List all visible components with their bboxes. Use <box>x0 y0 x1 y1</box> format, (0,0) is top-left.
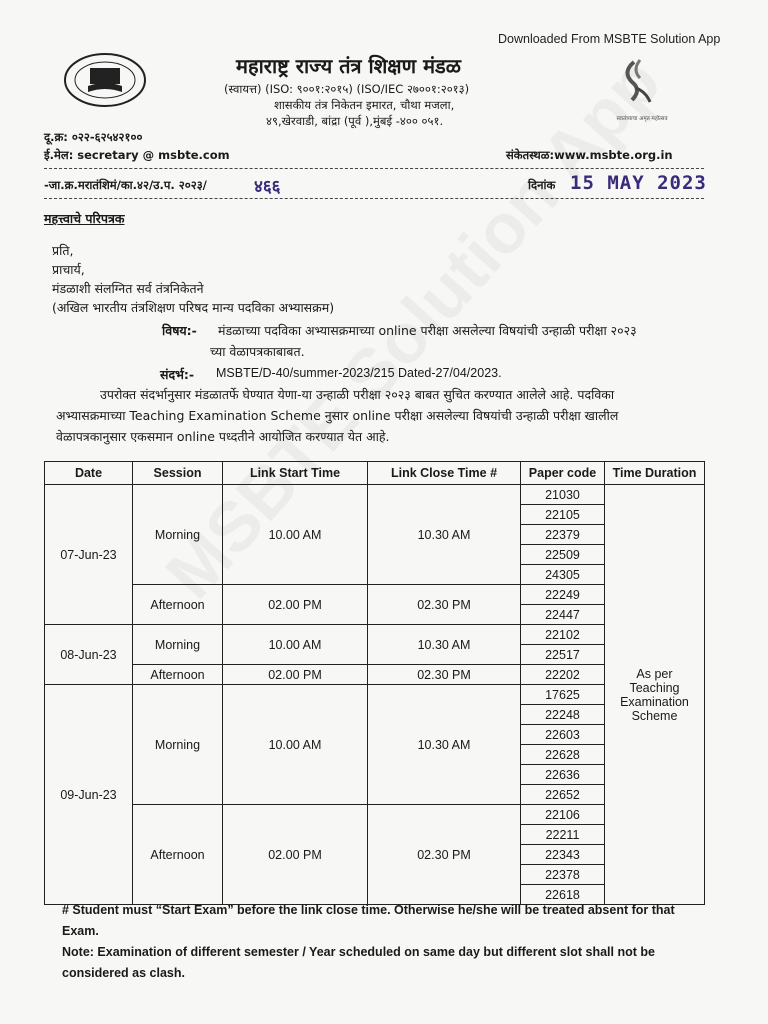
table-row <box>45 485 705 505</box>
address-line-1: शासकीय तंत्र निकेतन इमारत, चौथा मजला, <box>274 98 455 112</box>
header-divider <box>44 168 704 169</box>
column-header-paper-code: Paper code <box>521 462 605 485</box>
paper-code-cell: 24305 <box>521 565 605 585</box>
date-cell: 08-Jun-23 <box>45 625 133 685</box>
organization-name: महाराष्ट्र राज्य तंत्र शिक्षण मंडळ <box>236 54 461 78</box>
paper-code-cell: 22636 <box>521 765 605 785</box>
azadi-ka-amrit-mahotsav-logo-icon <box>606 52 678 124</box>
start-time-cell: 02.00 PM <box>223 805 368 905</box>
session-cell: Afternoon <box>133 665 223 685</box>
email-address: ई.मेल: secretary @ msbte.com <box>44 148 230 162</box>
column-header-link-start: Link Start Time <box>223 462 368 485</box>
reference-label: संदर्भ:- <box>160 367 195 382</box>
subject-line-1: मंडळाच्या पदविका अभ्यासक्रमाच्या online परीक्षा असलेल्या विषयांची उन्हाळी परीक्षा २०२३ <box>218 323 637 338</box>
body-paragraph-line-3: वेळापत्रकानुसार एकसमान online पध्दतीने आयोजित करण्यात येत आहे. <box>56 429 390 444</box>
reference-text: MSBTE/D-40/summer-2023/215 Dated-27/04/2023. <box>216 366 502 380</box>
source-watermark: Downloaded From MSBTE Solution App <box>498 32 721 46</box>
website: संकेतस्थळ:www.msbte.org.in <box>506 148 673 162</box>
date-cell: 07-Jun-23 <box>45 485 133 625</box>
address-line-2: ४९,खेरवाडी, बांद्रा (पूर्व ),मुंबई -४०० ०५१. <box>266 114 444 128</box>
close-time-cell: 02.30 PM <box>368 585 521 625</box>
close-time-cell: 10.30 AM <box>368 685 521 805</box>
duration-cell: As per Teaching Examination Scheme <box>605 485 705 905</box>
column-header-date: Date <box>45 462 133 485</box>
body-paragraph-line-2: अभ्यासक्रमाच्या Teaching Examination Scheme नुसार online परीक्षा असलेल्या विषयांची उन्हाळी परीक्षा खालील <box>56 408 619 423</box>
date-stamp: 15 MAY 2023 <box>570 172 707 194</box>
column-header-session: Session <box>133 462 223 485</box>
addressee-line-2: प्राचार्य, <box>52 262 85 277</box>
table-header-row <box>45 462 705 485</box>
reference-stamp-number: ४६६ <box>254 177 281 197</box>
start-time-cell: 10.00 AM <box>223 485 368 585</box>
reference-divider <box>44 198 704 199</box>
paper-code-cell: 22211 <box>521 825 605 845</box>
session-cell: Afternoon <box>133 585 223 625</box>
start-time-cell: 02.00 PM <box>223 665 368 685</box>
paper-code-cell: 22603 <box>521 725 605 745</box>
paper-code-cell: 22102 <box>521 625 605 645</box>
session-cell: Morning <box>133 485 223 585</box>
session-cell: Morning <box>133 625 223 665</box>
paper-code-cell: 22105 <box>521 505 605 525</box>
paper-code-cell: 22249 <box>521 585 605 605</box>
subject-line-2: च्या वेळापत्रकाबाबत. <box>210 344 305 359</box>
paper-code-cell: 22106 <box>521 805 605 825</box>
start-time-cell: 10.00 AM <box>223 625 368 665</box>
close-time-cell: 10.30 AM <box>368 485 521 585</box>
close-time-cell: 02.30 PM <box>368 805 521 905</box>
paper-code-cell: 22378 <box>521 865 605 885</box>
start-time-cell: 02.00 PM <box>223 585 368 625</box>
column-header-link-close: Link Close Time # <box>368 462 521 485</box>
close-time-cell: 10.30 AM <box>368 625 521 665</box>
paper-code-cell: 22517 <box>521 645 605 665</box>
addressee-line-4: (अखिल भारतीय तंत्रशिक्षण परिषद मान्य पदविका अभ्यासक्रम) <box>52 300 335 315</box>
paper-code-cell: 22618 <box>521 885 605 905</box>
paper-code-cell: 17625 <box>521 685 605 705</box>
start-time-cell: 10.00 AM <box>223 685 368 805</box>
session-cell: Morning <box>133 685 223 805</box>
addressee-line-3: मंडळाशी संलग्नित सर्व तंत्रनिकेतने <box>52 281 204 296</box>
note-start-exam: # Student must “Start Exam” before the link close time. Otherwise he/she will be treated absent for that Exam. <box>62 903 675 938</box>
session-cell: Afternoon <box>133 805 223 905</box>
iso-line: (स्वायत्त) (ISO: ९००१:२०१५) (ISO/IEC २७००१:२०१३) <box>224 82 470 96</box>
close-time-cell: 02.30 PM <box>368 665 521 685</box>
column-header-duration: Time Duration <box>605 462 705 485</box>
paper-code-cell: 21030 <box>521 485 605 505</box>
notes-section <box>62 900 702 984</box>
paper-code-cell: 22343 <box>521 845 605 865</box>
exam-schedule-table <box>44 461 705 905</box>
reference-number: -जा.क्र.मरातंशिमं/का.४२/उ.प. २०२३/ <box>44 178 207 192</box>
paper-code-cell: 22202 <box>521 665 605 685</box>
body-paragraph-line-1: उपरोक्त संदर्भानुसार मंडळातर्फे घेण्यात येणा-या उन्हाळी परीक्षा २०२३ बाबत सुचित करण्यात आलेले आहे. पदविका <box>100 387 615 402</box>
note-clash: Note: Examination of different semester / Year scheduled on same day but different slot shall not be considered as clash. <box>62 945 655 980</box>
paper-code-cell: 22628 <box>521 745 605 765</box>
msbte-logo-icon <box>62 52 148 108</box>
paper-code-cell: 22509 <box>521 545 605 565</box>
circular-heading: महत्त्वाचे परिपत्रक <box>44 211 125 226</box>
paper-code-cell: 22652 <box>521 785 605 805</box>
paper-code-cell: 22447 <box>521 605 605 625</box>
date-cell: 09-Jun-23 <box>45 685 133 905</box>
paper-code-cell: 22248 <box>521 705 605 725</box>
svg-text:स्वातंत्र्याचा अमृत महोत्सव: स्वातंत्र्याचा अमृत महोत्सव <box>616 116 668 122</box>
subject-label: विषय:- <box>162 323 197 338</box>
paper-code-cell: 22379 <box>521 525 605 545</box>
addressee-line-1: प्रति, <box>52 243 74 258</box>
date-label: दिनांक <box>528 178 556 192</box>
phone-number: दू.क्र: ०२२-६२५४२१०० <box>44 130 143 144</box>
